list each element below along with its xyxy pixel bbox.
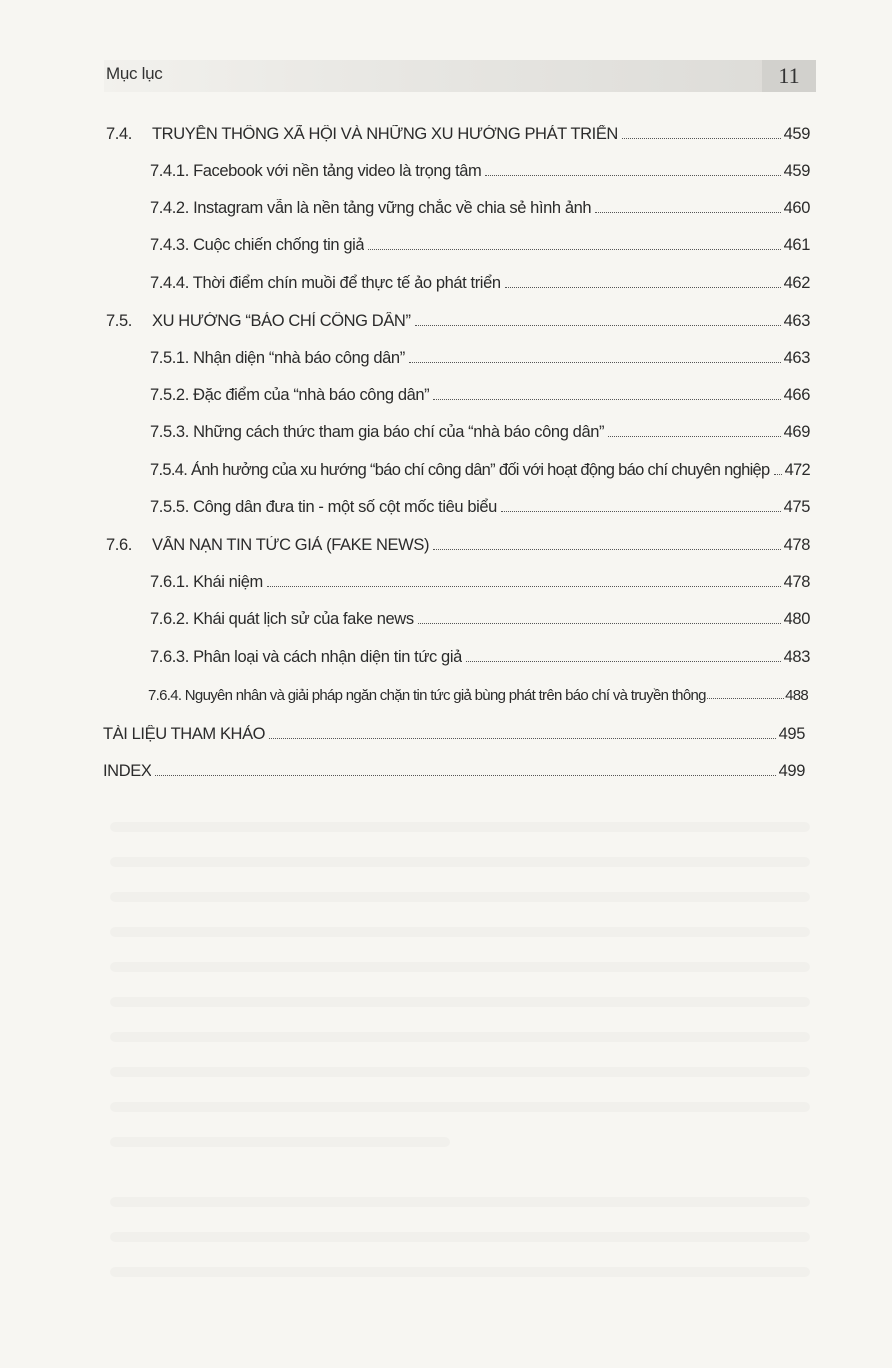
toc-page: 495: [778, 725, 805, 743]
toc-leader: [707, 698, 784, 699]
toc-title: TÀI LIỆU THAM KHẢO: [103, 725, 266, 743]
toc-section-number: 7.6.: [106, 536, 132, 554]
toc-leader: [595, 212, 780, 213]
header-title: Mục lục: [106, 64, 163, 83]
toc-leader: [466, 661, 781, 662]
toc-title: 7.4.1. Facebook với nền tảng video là trọng tâm: [150, 162, 482, 180]
toc-leader: [418, 623, 781, 624]
toc-title: 7.6.3. Phân loại và cách nhận diện tin tức giả: [150, 648, 462, 666]
toc-leader: [622, 138, 781, 139]
toc-entry-7-6-4[interactable]: [148, 682, 808, 704]
toc-title: 7.5.2. Đặc điểm của “nhà báo công dân”: [150, 386, 430, 404]
toc-title: 7.5.5. Công dân đưa tin - một số cột mốc tiêu biểu: [150, 498, 497, 516]
toc-title: 7.5.4. Ảnh hưởng của xu hướng “báo chí công dân” đối với hoạt động báo chí chuyên nghiệp: [150, 461, 770, 479]
toc-title: TRUYỀN THÔNG XÃ HỘI VÀ NHỮNG XU HƯỚNG PHÁT TRIỂN: [152, 125, 618, 143]
page-number-box: [762, 60, 816, 92]
toc-page: 463: [783, 312, 810, 330]
toc-entry-7-6-1[interactable]: [150, 570, 810, 592]
toc-leader: [267, 586, 781, 587]
toc-title: 7.4.3. Cuộc chiến chống tin giả: [150, 236, 365, 254]
toc-page: 469: [783, 423, 810, 441]
toc-title: 7.6.2. Khái quát lịch sử của fake news: [150, 610, 414, 628]
toc-leader: [368, 249, 780, 250]
toc-leader: [485, 175, 780, 176]
toc-leader: [433, 549, 781, 550]
toc-title: 7.4.2. Instagram vẫn là nền tảng vững chắc về chia sẻ hình ảnh: [150, 199, 592, 217]
toc-entry-7-4-3[interactable]: [150, 233, 810, 255]
toc-entry-7-4-4[interactable]: [150, 271, 810, 293]
toc-leader: [415, 325, 781, 326]
toc-entry-7-5-1[interactable]: [150, 346, 810, 368]
toc-page: 461: [783, 236, 810, 254]
toc-entry-7-5-5[interactable]: [150, 495, 810, 517]
toc-entry-7-6[interactable]: [106, 533, 810, 555]
toc-entry-7-5[interactable]: [106, 309, 810, 331]
toc-page: 483: [783, 648, 810, 666]
toc-entry-7-4-1[interactable]: [150, 159, 810, 181]
toc-title: 7.5.3. Những cách thức tham gia báo chí của “nhà báo công dân”: [150, 423, 605, 441]
toc-entry-7-5-3[interactable]: [150, 420, 810, 442]
toc-title: 7.6.1. Khái niệm: [150, 573, 263, 591]
toc-leader: [433, 399, 780, 400]
toc-page: 480: [783, 610, 810, 628]
toc-page: 462: [783, 274, 810, 292]
toc-entry-7-6-3[interactable]: [150, 645, 810, 667]
toc-title: 7.6.4. Nguyên nhân và giải pháp ngăn chặn tin tức giả bùng phát trên báo chí và truyền thông: [148, 687, 706, 704]
toc-page: 478: [783, 536, 810, 554]
toc-leader: [501, 511, 781, 512]
toc-section-number: 7.5.: [106, 312, 132, 330]
toc-entry-7-5-4[interactable]: [150, 458, 810, 480]
toc-entry-7-6-2[interactable]: [150, 607, 810, 629]
toc-title: INDEX: [103, 762, 152, 780]
toc-page: 478: [783, 573, 810, 591]
toc-title: 7.4.4. Thời điểm chín muồi để thực tế ảo phát triển: [150, 274, 501, 292]
toc-page: 460: [783, 199, 810, 217]
toc-entry-7-4-2[interactable]: [150, 196, 810, 218]
toc-leader: [409, 362, 781, 363]
toc-page: 463: [783, 349, 810, 367]
toc-title: VẤN NẠN TIN TỨC GIẢ (FAKE NEWS): [152, 536, 430, 554]
toc-page: 459: [783, 162, 810, 180]
toc-title: XU HƯỚNG “BÁO CHÍ CÔNG DÂN”: [152, 312, 411, 330]
toc-leader: [155, 775, 775, 776]
toc-leader: [774, 474, 782, 475]
toc-entry-7-5-2[interactable]: [150, 383, 810, 405]
toc-page: 499: [778, 762, 805, 780]
toc-entry-index[interactable]: [103, 759, 805, 781]
toc-leader: [505, 287, 781, 288]
toc-section-number: 7.4.: [106, 125, 132, 143]
toc-leader: [608, 436, 781, 437]
toc-page: 459: [783, 125, 810, 143]
toc-entry-7-4[interactable]: [106, 122, 810, 144]
page-number: 11: [778, 63, 800, 88]
toc-leader: [269, 738, 776, 739]
toc-page: 488: [785, 687, 808, 704]
toc-page: 472: [784, 461, 810, 479]
toc-page: 475: [783, 498, 810, 516]
running-header: [104, 60, 816, 92]
toc-entry-references[interactable]: [103, 722, 805, 744]
toc-title: 7.5.1. Nhận diện “nhà báo công dân”: [150, 349, 405, 367]
toc-page: 466: [783, 386, 810, 404]
